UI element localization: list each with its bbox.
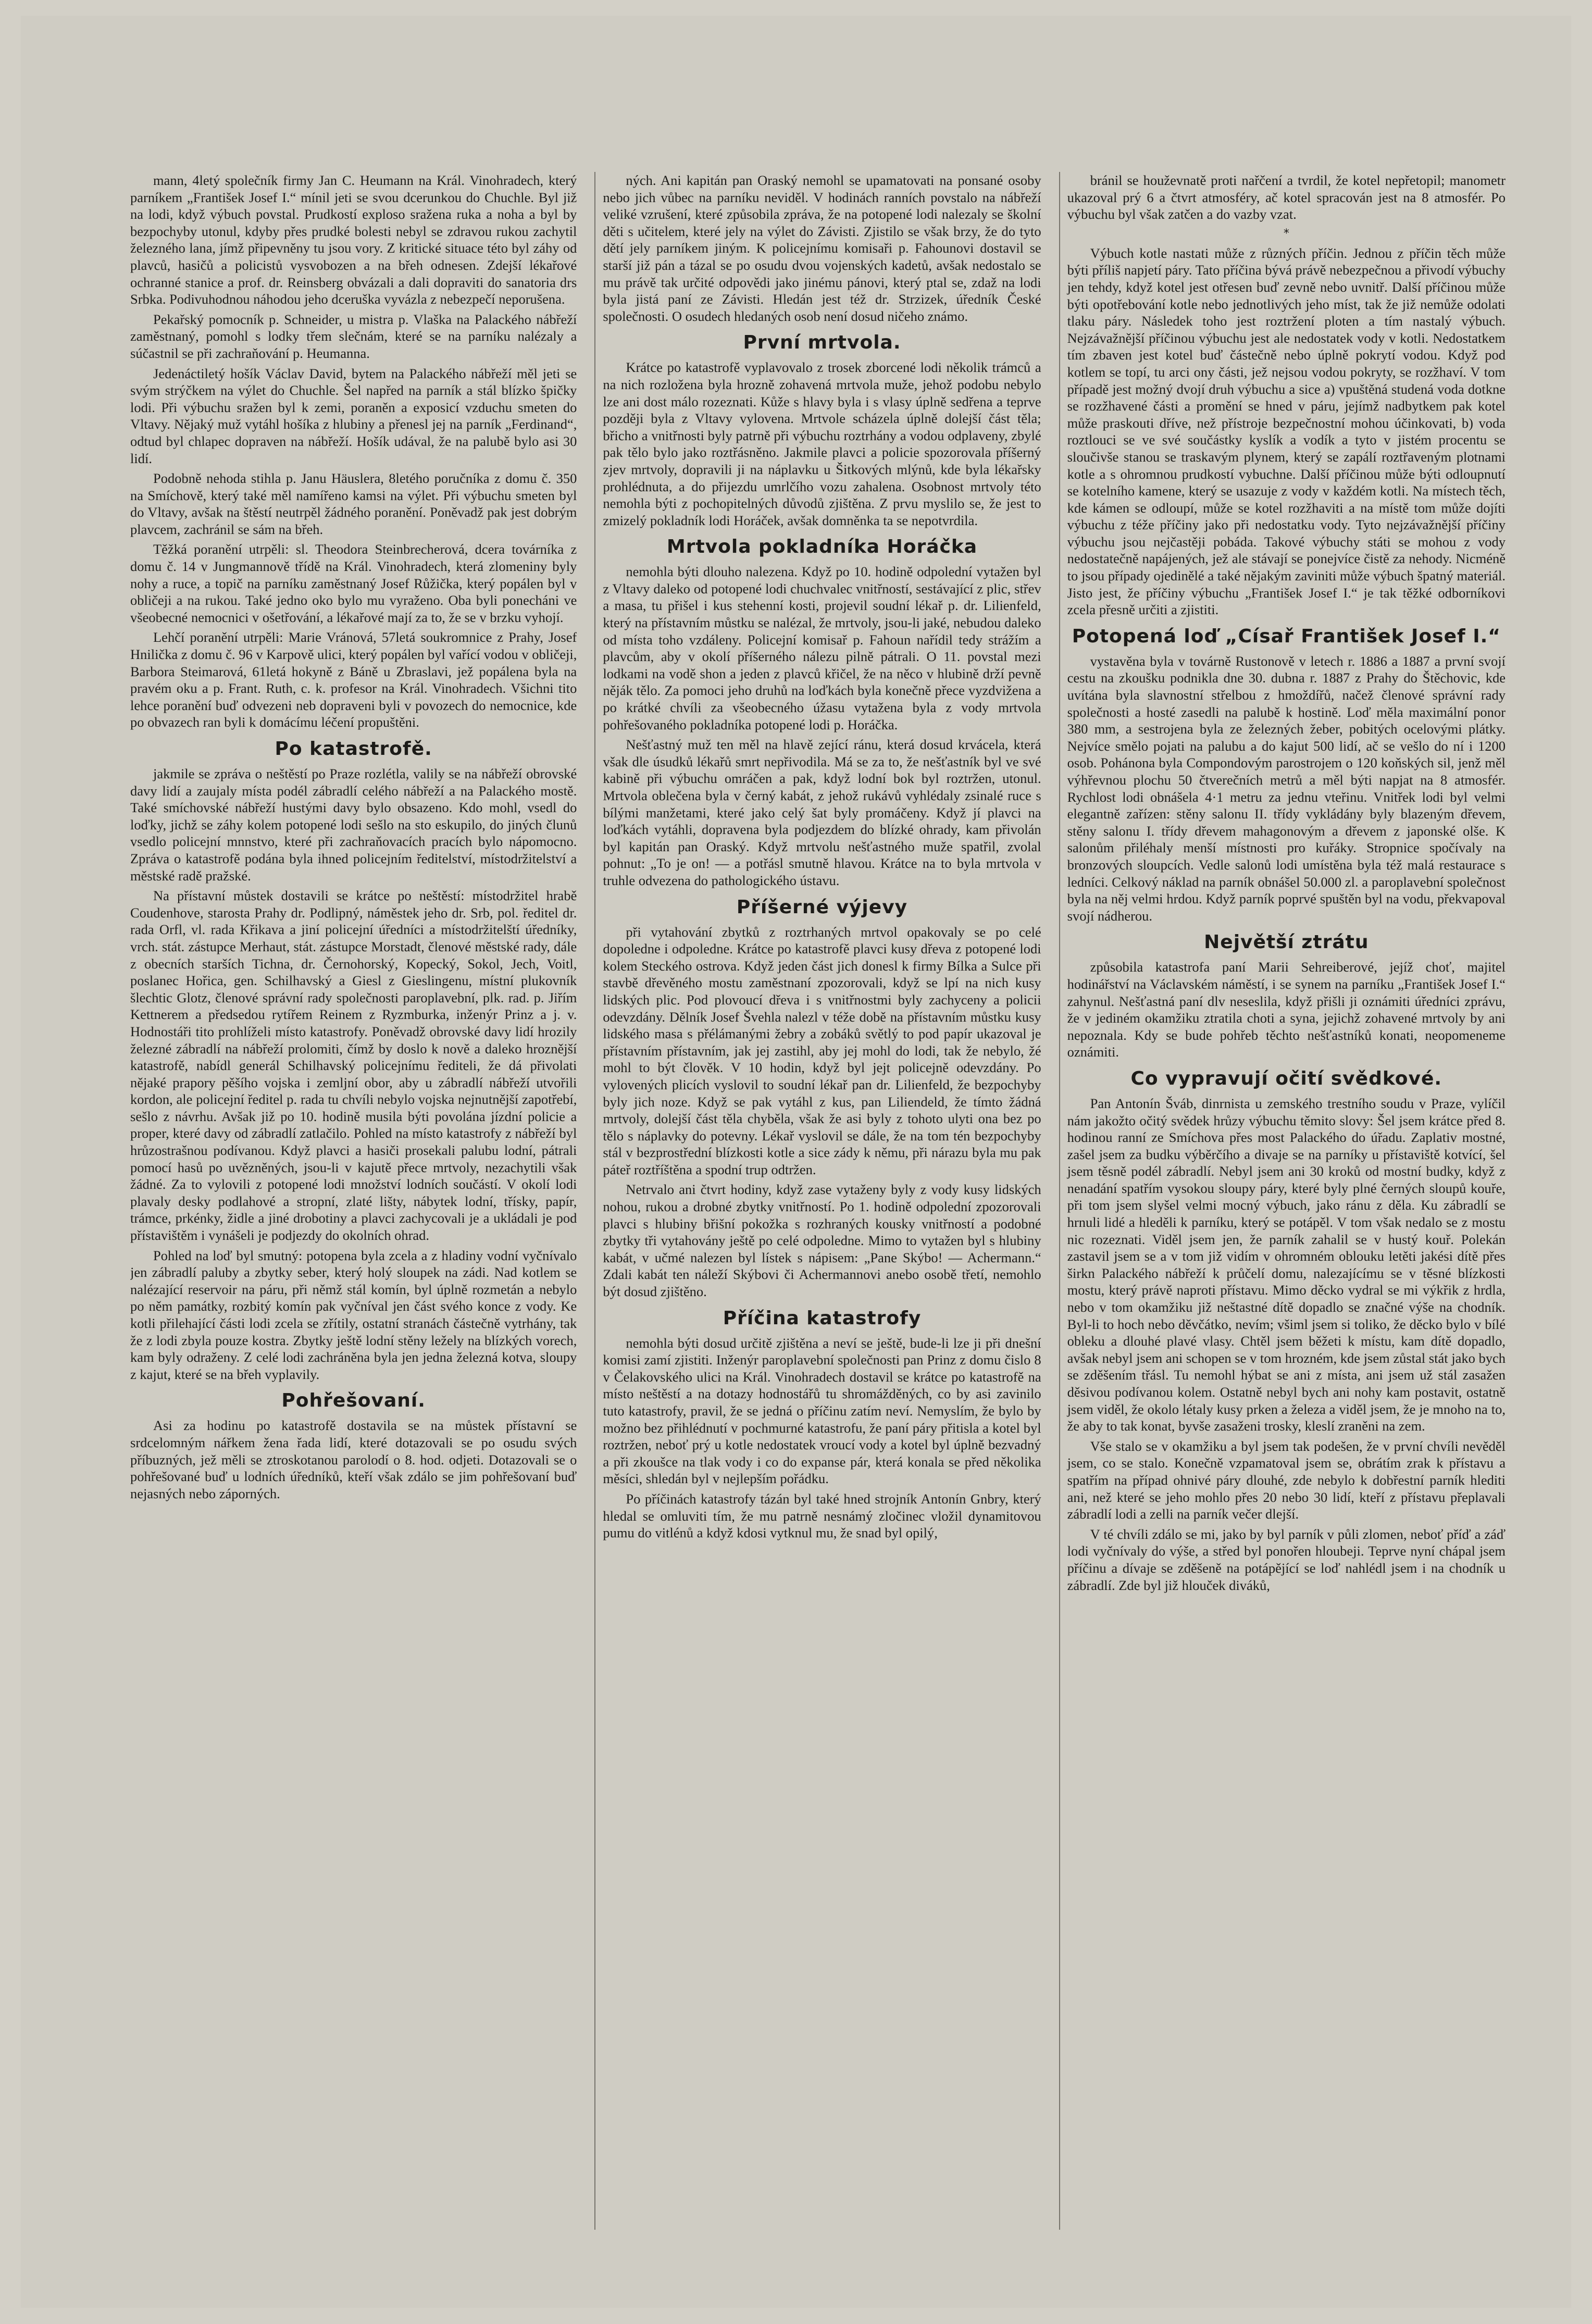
section-heading: První mrtvola. <box>743 332 901 354</box>
column-2 <box>594 172 1041 2230</box>
paragraph: V té chvíli zdálo se mi, jako by byl parník v půli zlomen, neboť příď a záď lodi vyčnívaly do výše, a střed byl ponořen hloubeji. Teprve nyní chápal jsem příčinu a dívaje se zděšeně na potápějící se loď nahlédl jsem i na chodník u zábradlí. Zde byl již hlouček diváků, <box>1067 1526 1506 1593</box>
paragraph: Vše stalo se v okamžiku a byl jsem tak podešen, že v první chvíli nevěděl jsem, co se stalo. Konečně vzpamatoval jsem se, obrátím zrak k přístavu a spatřím na případ ohnivé páry dlouhé, zde nebylo k dobřestní parník hlediti ani, než které se jeho mohlo přes 20 nebo 30 lidí, kteří z přístavu přeplavali zábradlí lodi a zelli na parník večer dlejší. <box>1067 1438 1506 1522</box>
paragraph: Pohled na loď byl smutný: potopena byla zcela a z hladiny vodní vyčnívalo jen zábradlí paluby a zbytky seber, který holý sloupek na zádi. Nad kotlem se nalézající reservoir na páru, při němž stál komín, byl úplně rozmetán a nebylo po něm památky, rozbitý komín pak vyčníval jen část svého konce z vody. Ke kotli přilehající části lodi zcela se zřítily, ostatní stranách částečně vytrhány, tak že z lodi zbyla pouze kostra. Zbytky ještě lodní stěny ležely na blízkých vorech, kam byly odraženy. Z celé lodi zachráněna byla jen jedna železná kotva, sloupy z kajut, které se na břeh vyplavily. <box>130 1247 577 1382</box>
column-1 <box>130 172 577 2230</box>
paragraph: Po příčinách katastrofy tázán byl také hned strojník Antonín Gnbry, který hledal se omluviti tím, že mu patrně nesnámý zločinec vložil dynamitovou pumu do vitlénů a když kdosi vytknul mu, že snad byl opilý, <box>603 1490 1041 1541</box>
section-heading: Příčina katastrofy <box>723 1307 922 1329</box>
paragraph: vystavěna byla v továrně Rustonově v letech r. 1886 a 1887 a první svojí cestu na zkoušku podnikla dne 30. dubna r. 1887 z Prahy do Štěchovic, kde uvítána byla slavnostní střelbou z hmoždířů, načež členové správní rady společnosti a hosté zasedli na palubě k hostině. Loď měla maximální ponor 380 mm, a sestrojena byla ze železných žeber, pobitých ocelovými plátky. Nejvíce smělo pojati na palubu a do kajut 500 lidí, ač se vešlo do ní i 1200 osob. Pohánona byla Compondovým parostrojem o 120 koňských sil, jenž měl výhřevnou plochu 50 čtverečních metrů a měl býti napjat na 8 atmosfér. Rychlost lodi obnášela 4·1 metru za jednu vteřinu. Vnitřek lodi byl velmi elegantně zařízen: stěny salonu II. třídy vykládány byly blazeným dřevem, stěny salonu I. třídy dřevem mahagonovým a dřevem z japonské olše. K salonům přiléhaly menší místnosti pro kuřáky. Stropnice spočívaly na bronzových sloupcích. Vedle salonů lodi umístěna byla též malá restaurace s ledníci. Celkový náklad na parník obnášel 50.000 zl. a paroplavební společnost byla na něj velmi hrdou. Když parník poprvé spuštěn byl na vodu, překvapoval svojí nádherou. <box>1067 653 1506 924</box>
paragraph: jakmile se zpráva o neštěstí po Praze rozlétla, valily se na nábřeží obrovské davy lidí a zaujaly místa podél zábradlí celého nábřeží a na Palackého mostě. Také smíchovské nábřeží hustými davy bylo obsazeno. Kdo mohl, vsedl do loďky, jichž se záhy kolem potopené lodi sešlo na sto eskupilo, do jiných člunů vsedlo policejní mnnstvo, které při zachraňovacích pracích bylo nápomocno. Zpráva o katastrofě podána byla ihned policejním ředitelství, místodržitelství a městské radě pražské. <box>130 766 577 884</box>
paragraph: Pan Antonín Šváb, dinrnista u zemského trestního soudu v Praze, vylíčil nám jakožto očitý svědek hrůzy výbuchu těmito slovy: Šel jsem krátce před 8. hodinou ranní ze Smíchova přes most Palackého do úřadu. Zaplativ mostné, zašel jsem za budku výběrčího a divaje se na parníky u přístaviště kotvící, šel jsem těsně podél zábradlí. Nebyl jsem ani 30 kroků od mostní budky, když z nenadání spatřím vysokou sloupy páry, které byly plné černých sloupů kouře, při tom jsem slyšel velmi mocný výbuch, jako ránu z děla. Ku zábradlí se hrnuli lidé a hleděli k parníku, který se potápěl. V tom však nedalo se z mostu nic rozeznati. Viděl jsem jen, že parník zahalil se v hustý kouř. Polekán zastavil jsem se a v tom již vidím v ohromném oblouku letěti jakési dítě přes širkn Palackého nábřeží k průčelí domu, nalezajícímu se v těsné blízkosti mostu, který právě naproti přístavu. Mimo děcko vydral se mi výkřik z hrdla, nebo v tom okamžiku již neštastné dítě dopadlo se značné výše na chodník. Byl-li to hoch nebo děvčátko, nevím; všiml jsem si toliko, že děcko bylo v bílé obleku a dlouhé plavé vlasy. Chtěl jsem běžeti k místu, kam dítě dopadlo, avšak nebyl jsem ani schopen se v tom hrozném, kde jsem zůstal stát jako bych se zděšením třásl. Tu nemohl hýbat se ani z místa, ani jsem už stál zasažen děsivou podívanou kolem. Ostatně nebyl bych ani nohy kam postavit, ostatně jsem viděl, že okolo létaly kusy prken a železa a viděl jsem, že je mnoho na to, že aby to tak konat, byvše zasaženi trosky, kleslí zraněni na zem. <box>1067 1095 1506 1434</box>
text-columns <box>130 172 1506 2230</box>
section-heading: Největší ztrátu <box>1204 931 1369 953</box>
section-heading: Co vypravují očití svědkové. <box>1130 1067 1442 1089</box>
paragraph: Výbuch kotle nastati může z různých příčin. Jednou z příčin těch může býti příliš napjetí páry. Tato příčina bývá právě nebezpečnou a přivodí výbuchy jen tehdy, když kotel jest otřesen buď zevně nebo uvnitř. Další příčinou může býti opotřebování kotle nebo jednotlivých jeho míst, tak že již nemůže odolati tlaku páry. Následek toho jest roztržení ploten a tím nastalý výbuch. Nejzávažnější příčinou výbuchu jest ale nedostatek vody v kotli. Nedostatkem tím zbaven jest kotel buď částečně nebo úplně pokrytí vodou. Když pod kotlem se topí, tu arci ony části, jež nejsou vodou pokryty, se rozžhaví. V tom případě jest možný dvojí druh výbuchu a sice a) vpuštěná studená voda dotkne se rozžhavené části a promění se hned v páru, jejímž nadbytkem pak kotel může praskouti dříve, než přístroje bezpečnostní mohou účinkovati, b) voda roztlouci se ve své součástky kyslík a vodík a tyto v jistém procentu se sloučivše stanou se traskavým plynem, který se zapálí roztřaveným plotnami kotle a s ohromnou prudkostí vybuchne. Další příčinou může býti odloupnutí se kotelního kamene, který se usazuje z vody v každém kotli. Na místech těch, kde kámen se odloupí, může se kotel rozžhaviti a na místě tom může dojíti výbuchu z téže příčiny jako při nedostatku vody. Tyto nejzávažnější příčiny výbuchu jsou nejčastěji pobáda. Takové výbuchy státi se mohou z vody nedostatečně napájených, jež ale stávají se ponejvíce čistě za nehody. Nicméně to jsou případy ojedinělé a také nějakým zaviniti může výbuch špatný materiál. Jisto jest, že příčiny výbuchu „František Josef I.“ je tak těžké odborníkovi zcela přesně určiti a zjistiti. <box>1067 245 1506 618</box>
section-heading: Po katastrofě. <box>275 738 432 760</box>
paragraph: způsobila katastrofa paní Marii Sehreiberové, jejíž choť, majitel hodinářství na Václavském náměstí, i se synem na parníku „František Josef I.“ zahynul. Nešťastná paní dlv neseslila, když přišli ji oznámiti úředníci zprávu, že v jediném okamžiku ztratila choti a syna, jejichž zohavené mrtvoly by ani nepoznala. Kdy se bude pohřeb těchto nešťastníků konati, neopomeneme oznámiti. <box>1067 959 1506 1060</box>
section-heading: Potopená loď „Císař František Josef I.“ <box>1072 625 1501 647</box>
paragraph: Lehčí poranění utrpěli: Marie Vránová, 57letá soukromnice z Prahy, Josef Hnilička z domu č. 96 v Karpově ulici, který popálen byl vařící vodou v obličeji, Barbora Steimarová, 61letá hokyně z Báně u Zbraslavi, jež popálena byla na pravém oku a p. Frant. Ruth, c. k. profesor na Král. Vinohradech. Všichni tito lehce poranění buď odvezeni neb dopraveni byli v povozech do nemocnice, kde po obvazech ran byli k domácímu léčení propuštěni. <box>130 629 577 730</box>
paragraph: Asi za hodinu po katastrofě dostavila se na můstek přístavní se srdcelomným nářkem žena řada lidí, které dotazovali se po osudu svých příbuzných, jež měli se ztroskotanou parolodí o 8. hod. odjeti. Dotazovali se o pohřešované buď u lodních úředníků, kteří však zdálo se jim pohřešovaní buď nejasných nebo záporných. <box>130 1418 577 1501</box>
paragraph: Pekařský pomocník p. Schneider, u mistra p. Vlaška na Palackého nábřeží zaměstnaný, pomohl s lodky třem slečnám, které se na parníku nalézaly a súčastnil se při zachraňování p. Heumanna. <box>130 311 577 361</box>
section-ornament: * <box>1283 227 1289 240</box>
paragraph: Netrvalo ani čtvrt hodiny, když zase vytaženy byly z vody kusy lidských nohou, rukou a drobné zbytky vnitřností. Po 1. hodině odpolední zpozorovali plavci s hlubiny břišní pokožka s rozhraných kousky vnitřností a podobné zbytky tři vytahovány ještě po celé odpoledne. Mimo to vytažen byl s hlubiny kabát, v učmé nalezen byl lístek s nápisem: „Pane Skýbo! — Achermann.“ Zdali kabát ten náleží Skýbovi či Achermannovi anebo osobě třetí, nemohlo být dosud zjištěno. <box>603 1182 1041 1300</box>
paragraph: nemohla býti dlouho nalezena. Když po 10. hodině odpolední vytažen byl z Vltavy daleko od potopené lodi chuchvalec vnitřností, sestávající z plic, střev a masa, tu přišel i kus stehenní kosti, projevil soudní lékař p. dr. Lilienfeld, který na přístavním můstku se nalézal, že mrtvoly, jsou-li jaké, nebudou daleko od místa toho vzdáleny. Policejní komisař p. Fahoun nařídil tedy strážím a plavcům, aby v okolí příšerného nálezu pilně pátrali. O 11. povstal mezi lodkami na vodě shon a jeden z plavců křičel, že na něco v hlubině drží pevně něják tělo. Za pomoci jeho druhů na loďkách byla konečně přece vyzdvižena a po krátké chvíli za všeobecného úžasu vytažena byla z vody mrtvola pohřešovaného pokladníka potopené lodi p. Horáčka. <box>603 564 1041 732</box>
paragraph: Nešťastný muž ten měl na hlavě zející ránu, která dosud krvácela, která však dle úsudků lékařů smrt nepřivodila. Má se za to, že nešťastník byl ve své kabině při výbuchu omráčen a pak, když lodní bok byl roztržen, utonul. Mrtvola oblečena byla v černý kabát, z jehož rukávů vyhlédaly zsinalé ruce s bílými manžetami, které jako celý šat byly promáčeny. Když jí plavci na loďkách vytáhli, dopravena byla podjezdem do blízké ohrady, kam přivolán byl kapitán pan Oraský. Když mrtvolu nešťastného muže spatřil, zvolal pohnut: „To je on! — a potřásl smutně hlavou. Krátce na to byla mrtvola v truhle odvezena do pathologického ústavu. <box>603 737 1041 888</box>
newspaper-page <box>21 16 1571 2308</box>
section-heading: Pohřešovaní. <box>281 1390 426 1412</box>
paragraph: Jedenáctiletý hošík Václav David, bytem na Palackého nábřeží měl jeti se svým strýčkem na výlet do Chuchle. Šel napřed na parník a stál blízko špičky lodi. Při výbuchu sražen byl k zemi, poraněn a exposicí vzduchu smeten do Vltavy. Nějaký muž vytáhl hošíka z hlubiny a přenesl jej na parník „Ferdinand“, odtud byl chlapec dopraven na nábřeží. Hošík udával, že na palubě bylo asi 30 lidí. <box>130 365 577 466</box>
paragraph: Krátce po katastrofě vyplavovalo z trosek zborcené lodi několik trámců a na nich rozložena byla hrozně zohavená mrtvola muže, jehož podobu nebylo lze ani dost málo rozeznati. Kůže s hlavy byla i s vlasy úplně sedřena a teprve později byla z Vltavy vylovena. Mrtvole scházela úplně dolejší část těla; břicho a vnitřnosti byly patrně při výbuchu roztrhány a vodou odplaveny, zbylé pak tělo bylo jako roztřásněno. Jakmile plavci a policie spozorovala příšerný zjev mrtvoly, dopravili ji na náplavku u Šitkových mlýnů, kde byla lékařsky prohlédnuta, a do přijezdu umrlčího vozu zahalena. Osobnost mrtvoly této nemohla býti z pochopitelných důvodů zjištěna. Z prvu myslilo se, že jest to zmizelý pokladník lodi Horáček, avšak domněnka ta se nepotvrdila. <box>603 359 1041 528</box>
paragraph: Těžká poranění utrpěli: sl. Theodora Steinbrecherová, dcera továrníka z domu č. 14 v Jungmannově třídě na Král. Vinohradech, která zlomeniny byly nohy a ruce, a topič na parníku zaměstnaný Josef Růžička, který popálen byl v obličeji a na rukou. Také jedno oko bylo mu vyraženo. Oba byli ponecháni ve všeobecné nemocnici v ošetřování, a lékařové mají za to, že se v brzku vyhojí. <box>130 541 577 625</box>
paragraph: bránil se houževnatě proti nařčení a tvrdil, že kotel nepřetopil; manometr ukazoval prý 6 a čtvrt atmosféry, ač kotel spracován jest na 8 atmosfér. Po výbuchu byl však zatčen a do vazby vzat. <box>1067 172 1506 222</box>
paragraph: při vytahování zbytků z roztrhaných mrtvol opakovaly se po celé dopoledne i odpoledne. Krátce po katastrofě plavci kusy dřeva z potopené lodi kolem Steckého ostrova. Když jeden část jich donesl k firmy Bílka a Sulce při stavbě dřevěného mostu zaměstnaní zpozorovali, když se lpí na nich kusy lidských plic. Pod plovoucí dřeva i s vnitřnostmi byly zachyceny a policii odevzdány. Dělník Josef Švehla nalezl v téže době na přístavním můstku kusy lidského masa s přélámanými žebry a zobáků světlý to pod papír ukazoval je přístavním přístavním, jak jej zastihl, aby jej mohl do lodi, tak že nebylo, žé mohl to být člověk. V 10 hodin, když byl jejt policejně odevzdány. Po vylovených plicích vyslovil to soudní lékař pan dr. Lilienfeld, že bezpochyby byly jich noze. Když se pak vytáhl z kus, pan Liliendeld, že tímto žádná mrtvoly, dolejší část těla chyběla, však že asi byly z tohoto ulyti ona bez po tělo s náplavky do potevny. Lékař vyslovil se dále, že na tom tén bezpochyby stál v bezprostřední blízkosti kotle a sice zády k němu, při nárazu byla mu pak páteř roztříštěna a spodní trup odtržen. <box>603 924 1041 1177</box>
paragraph: nemohla býti dosud určitě zjištěna a neví se ještě, bude-li lze ji při dnešní komisi zamí zjistiti. Inženýr paroplavební společnosti pan Prinz z domu čislo 8 v Čelakovského ulici na Král. Vinohradech dostavil se krátce po katastrofě na místo neštěstí a na dotazy hodnostářů tu shromážděných, co by asi zavinilo tuto katastrofy, pravil, že se jedná o příčinu zatím neví. Nemyslím, že bylo by možno bez přihlédnutí v pochmurné katastrofu, že paní páry přitisla a kotel byl roztržen, neboť prý u kotle nedostatek vroucí vody a kotel byl úplně bezvadný a při zkoušce na tlak vody i co do expanse pár, která konala se před několika měsíci, shledán byl v nejlepším pořádku. <box>603 1335 1041 1487</box>
paragraph: mann, 4letý společník firmy Jan C. Heumann na Král. Vinohradech, který parníkem „František Josef I.“ mínil jeti se svou dcerunkou do Chuchle. Byl již na lodi, když výbuch povstal. Prudkostí exploso sražena ruka a noha a byl by bezpochyby utonul, kdyby přes prudké bolesti nebyl se zdravou rukou zachytil železného lana, jímž připevněny tu jsou vory. Z kritické situace této byl záhy od plavců, hasičů a policistů vysvobozen a na břeh odnesen. Zdejší lékařové ochranné stanice a prof. dr. Reinsberg obvázali a dali dopraviti do sanatoria drs Srbka. Podivuhodnou náhodou jeho dceruška vyvázla z nebezpečí neporušena. <box>130 172 577 307</box>
section-heading: Mrtvola pokladníka Horáčka <box>666 536 978 558</box>
paragraph: ných. Ani kapitán pan Oraský nemohl se upamatovati na ponsané osoby nebo jich vůbec na parníku neviděl. V hodinách ranních povstalo na nábřeží veliké vzrušení, které způsobila zpráva, že na potopené lodi nalezaly se školní děti s učitelem, které jely na výlet do Závisti. Zjistilo se však brzy, že do tyto dětí jely parníkem jiným. K policejnímu komisaři p. Fahounovi dostavil se starší již pán a tázal se po osudu dvou vojenských kadetů, avšak nedostalo se mu právě tak určité odpovědi jako jinému pánovi, který ptal se, zdaž na lodi byla jistá paní ze Závisti. Hledán jest též dr. Strzizek, úředník České společnosti. O osudech hledaných osob není dosud ničeho známo. <box>603 172 1041 324</box>
paragraph: Podobně nehoda stihla p. Janu Häuslera, 8letého poručníka z domu č. 350 na Smíchově, který také měl namířeno kamsi na výlet. Při výbuchu smeten byl do Vltavy, avšak na štěstí neutrpěl žádného poranění. Poněvadž pak jest dobrým plavcem, zachránil se sám na břeh. <box>130 470 577 537</box>
column-3 <box>1059 172 1506 2230</box>
section-heading: Příšerné výjevy <box>736 896 908 918</box>
paragraph: Na přístavní můstek dostavili se krátce po neštěstí: místodržitel hrabě Coudenhove, starosta Prahy dr. Podlipný, náměstek jeho dr. Srb, pol. ředitel dr. rada Orfl, vl. rada Křikava a jiní policejní úředníci a místodržitelští úředníky, vrch. stát. zástupce Merhaut, stát. zástupce Morstadt, členové městské rady, dále z obecních starších Tichna, dr. Černohorský, Kopecký, Sokol, Jech, Voitl, poslanec Hořica, gen. Schilhavský a Giesl z Gieslingenu, místní plukovník šlechtic Glotz, členové správní rady společnosti paroplavební, plk. rad. p. Jiřím Kettnerem a předsedou rytířem Reinem z Ryzmburka, inženýr Prinz a j. v. Hodnostáři tito prohlíželi místo katastrofy. Poněvadž obrovské davy lidí hrozily železné zábradlí na nábřeží prolomiti, čímž by doslo k nově a daleko hroznější katastrofě, nabídl generál Schilhavský policejnímu řediteli, že dá přivolati nějaké prapory pěšího vojska i zemljní obor, aby u zábradlí nábřeží utvořili kordon, ale policejní ředitel p. rada tu chvíli nebylo vojska nejnutnější zapotřebí, sešlo z návrhu. Avšak již po 10. hodině musila býti povolána jízdní policie a proper, které davy od zábradlí zatlačilo. Pohled na místo katastrofy z nábřeží byl hrůzostrašnou podívanou. Když plavci a hasiči prosekali palubu lodní, pátrali pomocí hasů po uvězněných, jsou-li v kajutě přece mrtvoly, nezachytili však žádné. Za to vylovili z potopené lodi množství lodních součástí. V okolí lodi plavaly desky podlahové a stropní, zlaté lišty, nábytek lodní, třísky, papír, trámce, prkénky, židle a jiné drobotiny a plavci zachycovali je a ukládali je pod přístavištěm i vynášeli je podjezdy do okolních ohrad. <box>130 888 577 1244</box>
